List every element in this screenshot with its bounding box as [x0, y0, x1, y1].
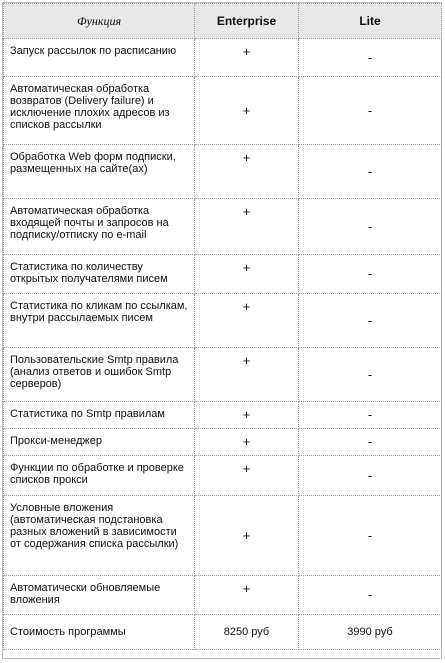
enterprise-cell: + — [195, 496, 299, 576]
feature-cell: Статистика по кликам по ссылкам, внутри рассылаемых писем — [4, 294, 195, 348]
table-row — [4, 496, 442, 576]
enterprise-cell: + — [195, 294, 299, 348]
enterprise-cell: + — [195, 456, 299, 496]
feature-cell: Автоматически обновляемые вложения — [4, 576, 195, 615]
lite-cell: - — [299, 456, 442, 496]
feature-cell: Автоматическая обработка входящей почты и запросов на подписку/отписку по e-mail — [4, 199, 195, 255]
table-row — [4, 77, 442, 145]
lite-cell: - — [299, 576, 442, 615]
enterprise-cell: + — [195, 145, 299, 199]
price-enterprise: 8250 руб — [195, 615, 299, 650]
table-row — [4, 145, 442, 199]
enterprise-cell: + — [195, 39, 299, 77]
lite-cell: - — [299, 145, 442, 199]
header-lite: Lite — [299, 4, 442, 39]
feature-cell: Прокси-менеджер — [4, 429, 195, 456]
table-row — [4, 199, 442, 255]
table-row — [4, 456, 442, 496]
price-lite: 3990 руб — [299, 615, 442, 650]
table-row — [4, 402, 442, 429]
feature-cell: Обработка Web форм подписки, размещенных на сайте(ах) — [4, 145, 195, 199]
header-feature: Функция — [4, 4, 195, 39]
lite-cell: - — [299, 294, 442, 348]
lite-cell: - — [299, 429, 442, 456]
comparison-table — [3, 3, 442, 650]
feature-cell: Условные вложения (автоматическая подстановка разных вложений в зависимости от содержания списка рассылки) — [4, 496, 195, 576]
comparison-table-frame — [2, 2, 442, 659]
enterprise-cell: + — [195, 402, 299, 429]
header-row — [4, 4, 442, 39]
enterprise-cell: + — [195, 255, 299, 294]
lite-cell: - — [299, 77, 442, 145]
feature-cell: Статистика по Smtp правилам — [4, 402, 195, 429]
lite-cell: - — [299, 402, 442, 429]
lite-cell: - — [299, 199, 442, 255]
lite-cell: - — [299, 496, 442, 576]
enterprise-cell: + — [195, 576, 299, 615]
table-row — [4, 429, 442, 456]
feature-cell: Автоматическая обработка возвратов (Delivery failure) и исключение плохих адресов из списков рассылки — [4, 77, 195, 145]
enterprise-cell: + — [195, 199, 299, 255]
enterprise-cell: + — [195, 429, 299, 456]
feature-cell: Функции по обработке и проверке списков прокси — [4, 456, 195, 496]
enterprise-cell: + — [195, 348, 299, 402]
lite-cell: - — [299, 255, 442, 294]
price-label: Стоимость программы — [4, 615, 195, 650]
header-enterprise: Enterprise — [195, 4, 299, 39]
table-row — [4, 39, 442, 77]
lite-cell: - — [299, 348, 442, 402]
table-row — [4, 294, 442, 348]
table-row — [4, 255, 442, 294]
price-row — [4, 615, 442, 650]
enterprise-cell: + — [195, 77, 299, 145]
feature-cell: Пользовательские Smtp правила (анализ ответов и ошибок Smtp серверов) — [4, 348, 195, 402]
table-row — [4, 348, 442, 402]
feature-cell: Статистика по количеству открытых получателями писем — [4, 255, 195, 294]
table-row — [4, 576, 442, 615]
feature-cell: Запуск рассылок по расписанию — [4, 39, 195, 77]
lite-cell: - — [299, 39, 442, 77]
